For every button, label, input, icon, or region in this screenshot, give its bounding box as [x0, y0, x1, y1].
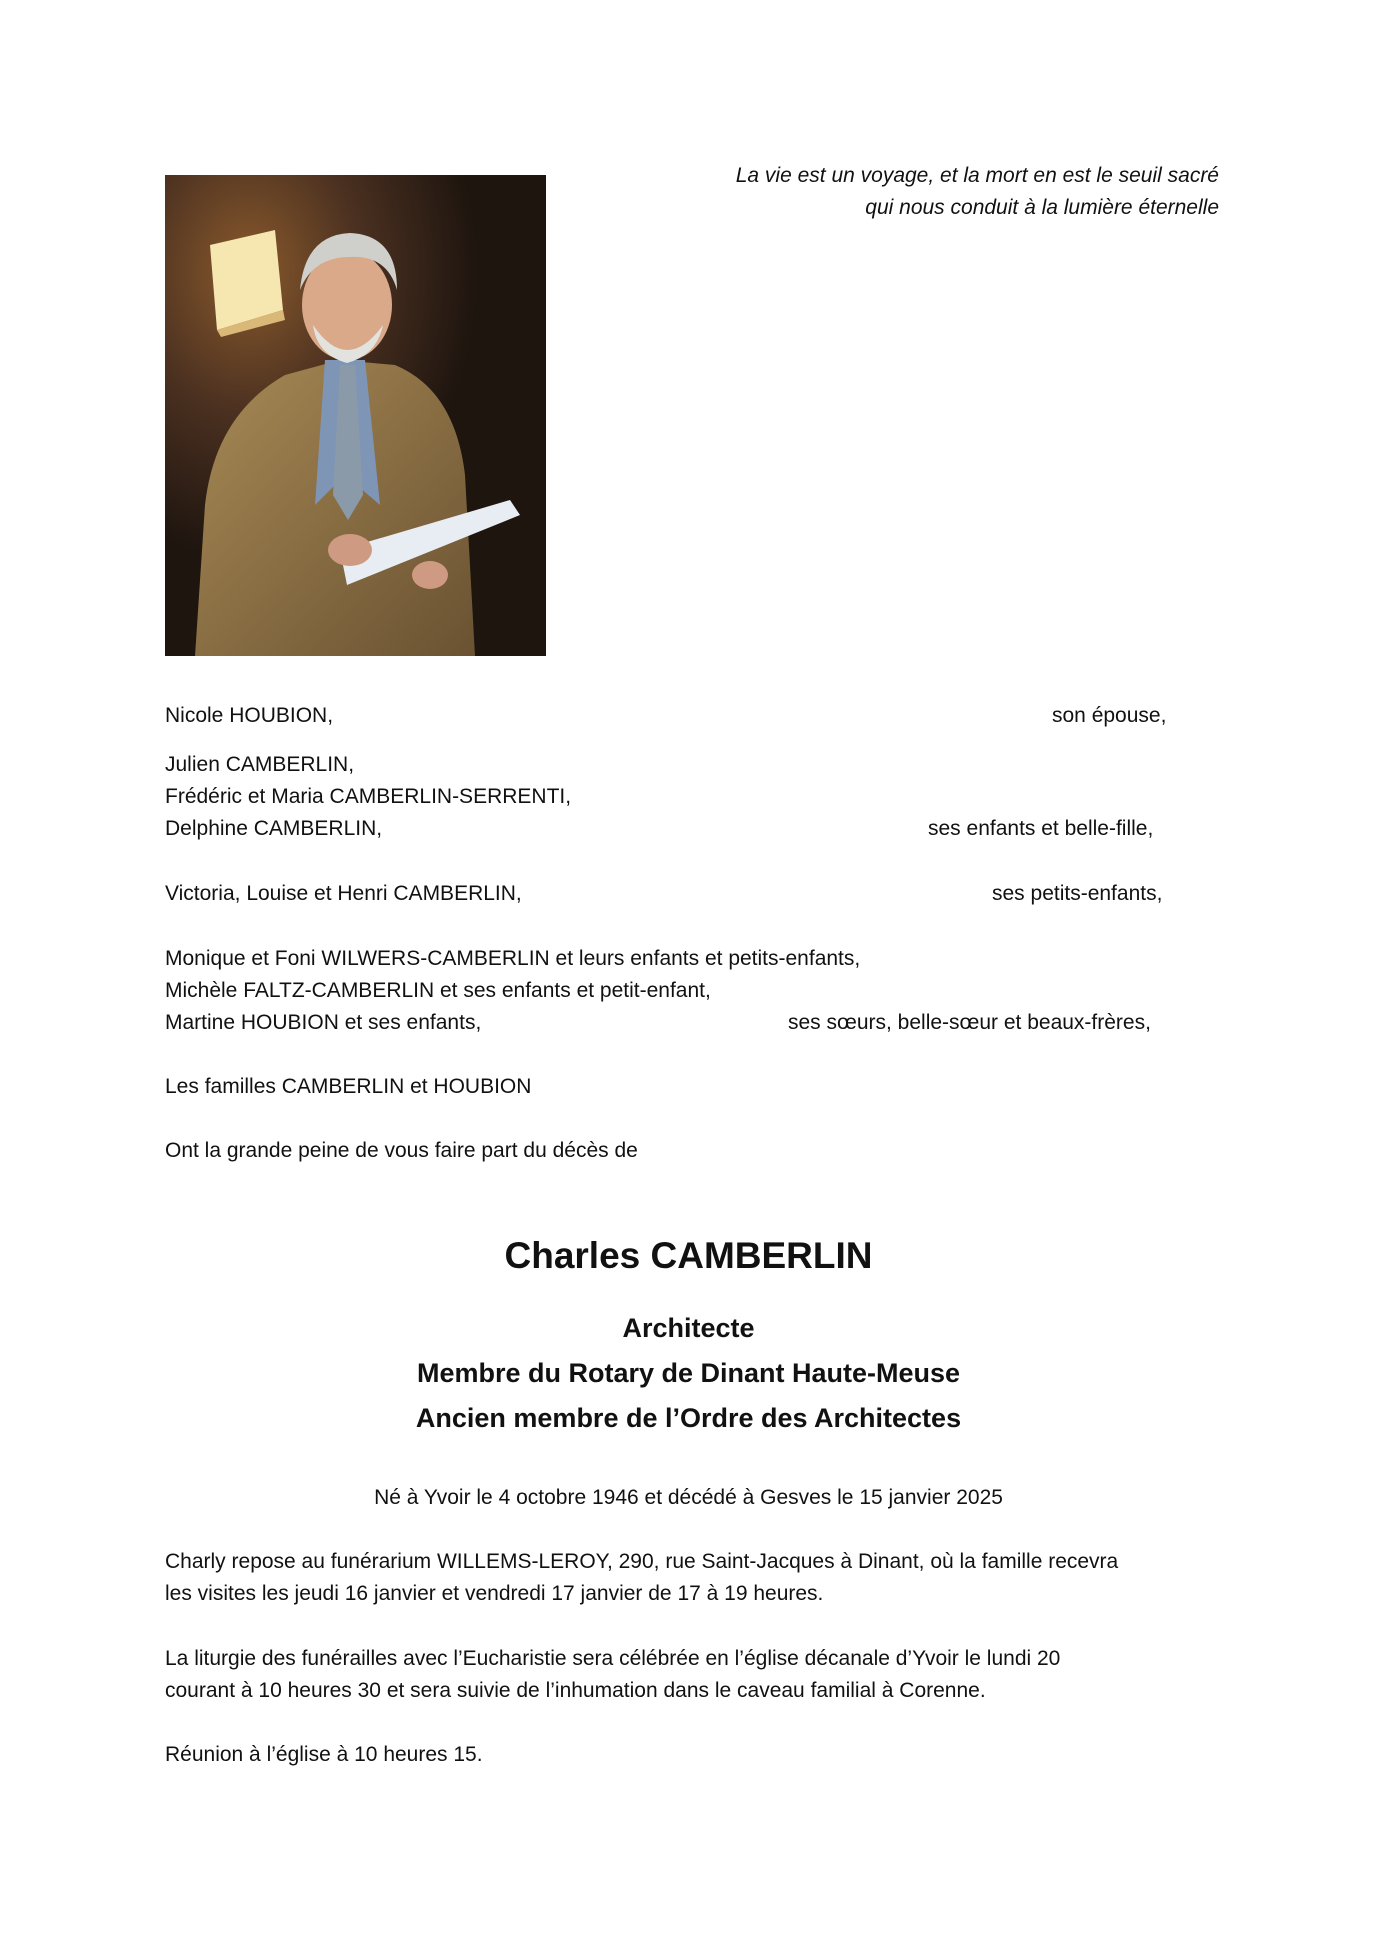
sibling-row	[165, 975, 1180, 1007]
meeting-line: Réunion à l’église à 10 heures 15.	[165, 1743, 483, 1766]
epigraph-quote	[736, 160, 1219, 224]
funerarium-paragraph	[165, 1546, 1205, 1610]
families-line	[165, 1071, 1180, 1103]
sibling-name: Michèle FALTZ-CAMBERLIN et ses enfants et petit-enfant,	[165, 979, 711, 1002]
spouse-row	[165, 700, 1180, 732]
paragraph-line: les visites les jeudi 16 janvier et vendredi 17 janvier de 17 à 19 heures.	[165, 1582, 824, 1605]
child-name: Julien CAMBERLIN,	[165, 753, 355, 776]
child-row	[165, 813, 1180, 845]
announcement-line	[165, 1135, 1180, 1167]
announcement-text: Ont la grande peine de vous faire part du décès de	[165, 1139, 638, 1162]
title-line: Membre du Rotary de Dinant Haute-Meuse	[416, 1358, 961, 1388]
child-row	[165, 749, 1180, 781]
sibling-name: Martine HOUBION et ses enfants,	[165, 1011, 482, 1034]
grandchildren-names: Victoria, Louise et Henri CAMBERLIN,	[165, 882, 522, 905]
liturgy-paragraph	[165, 1643, 1205, 1707]
meeting-paragraph	[165, 1739, 1205, 1771]
portrait-illustration	[165, 175, 546, 656]
sibling-row	[165, 943, 1180, 975]
birth-death-line: Né à Yvoir le 4 octobre 1946 et décédé à Gesves le 15 janvier 2025	[374, 1486, 1003, 1509]
paragraph-line: courant à 10 heures 30 et sera suivie de l’inhumation dans le caveau familial à Corenne.	[165, 1679, 986, 1702]
child-name: Delphine CAMBERLIN,	[165, 817, 383, 840]
spouse-name: Nicole HOUBION,	[165, 704, 334, 727]
deceased-titles	[0, 1306, 1377, 1441]
paragraph-line: Charly repose au funérarium WILLEMS-LEROY, 290, rue Saint-Jacques à Dinant, où la famille recevra	[165, 1550, 1119, 1573]
deceased-name: Charles CAMBERLIN	[504, 1235, 873, 1276]
title-line: Architecte	[622, 1313, 755, 1343]
quote-line-1: La vie est un voyage, et la mort en est le seuil sacré	[735, 164, 1219, 187]
sibling-row	[165, 1007, 1180, 1039]
grandchildren-row	[165, 878, 1180, 910]
children-relation: ses enfants et belle-fille,	[928, 817, 1154, 840]
spouse-relation: son épouse,	[1052, 704, 1167, 727]
child-row	[165, 781, 1180, 813]
paragraph-line: La liturgie des funérailles avec l’Eucharistie sera célébrée en l’église décanale d’Yvoir le lundi 20	[165, 1647, 1061, 1670]
sibling-name: Monique et Foni WILWERS-CAMBERLIN et leurs enfants et petits-enfants,	[165, 947, 861, 970]
child-name: Frédéric et Maria CAMBERLIN-SERRENTI,	[165, 785, 572, 808]
quote-line-2: qui nous conduit à la lumière éternelle	[865, 196, 1219, 219]
title-line: Ancien membre de l’Ordre des Architectes	[415, 1403, 962, 1433]
siblings-relation: ses sœurs, belle-sœur et beaux-frères,	[788, 1011, 1151, 1034]
grandchildren-relation: ses petits-enfants,	[992, 882, 1163, 905]
portrait-photo	[165, 175, 546, 656]
families-text: Les familles CAMBERLIN et HOUBION	[165, 1075, 532, 1098]
